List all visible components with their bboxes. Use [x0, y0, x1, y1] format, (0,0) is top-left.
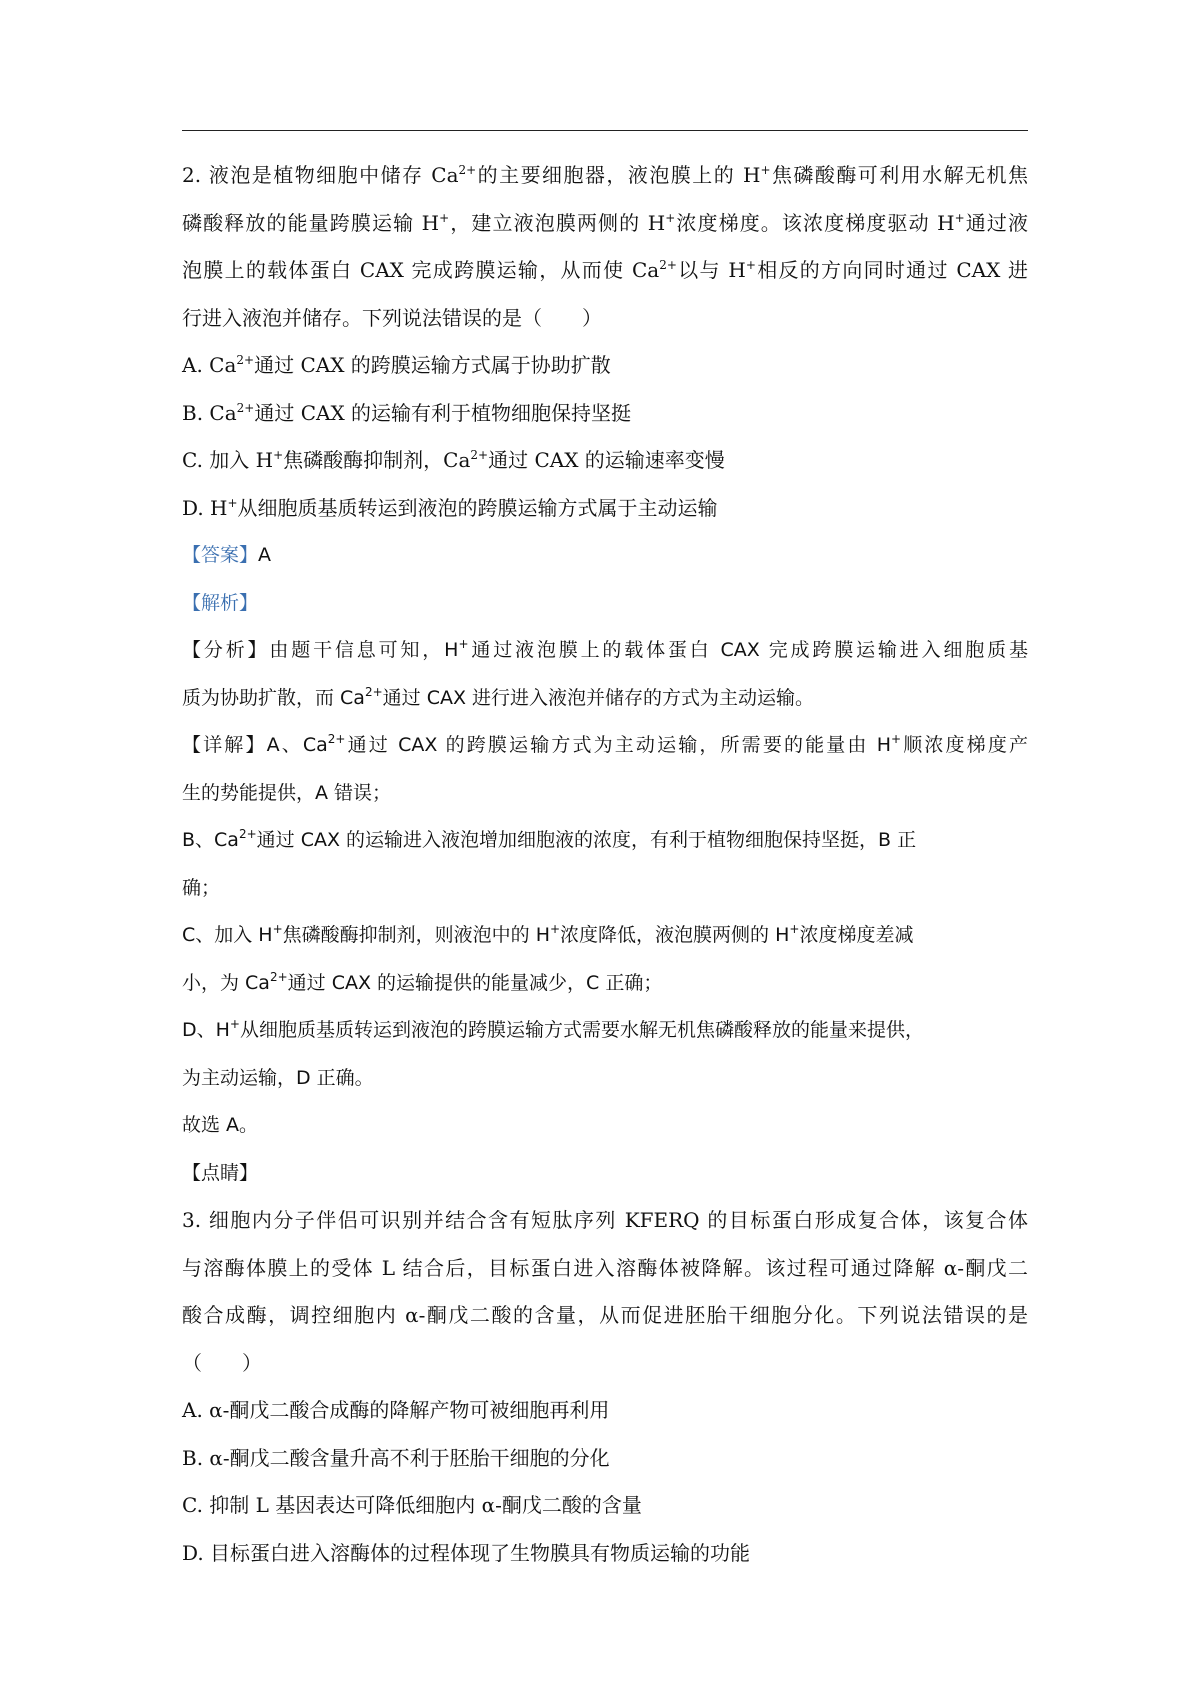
- superscript: +: [745, 258, 756, 272]
- text-run: 小，为 Ca: [182, 971, 270, 994]
- analysis-line: [182, 865, 1028, 913]
- analysis-line: [182, 722, 1028, 770]
- superscript: 2+: [470, 448, 489, 462]
- option-line: [182, 1530, 1028, 1578]
- text-run: 酸合成酶，调控细胞内 α-酮戊二酸的含量，从而促进胚胎干细胞分化。下列说法错误的是: [182, 1303, 1028, 1327]
- superscript: +: [665, 210, 676, 225]
- text-run: 通过 CAX 的运输速率变慢: [488, 448, 725, 472]
- text-run: 通过 CAX 进行进入液泡并储存的方式为主动运输。: [382, 686, 815, 709]
- text-run: 焦磷酸酶抑制剂，Ca: [283, 448, 471, 472]
- text-run: 泡膜上的载体蛋白 CAX 完成跨膜运输，从而使 Ca: [182, 258, 660, 282]
- superscript: +: [789, 922, 800, 936]
- stem-line: [182, 247, 1028, 295]
- option-line: [182, 485, 1028, 533]
- text-run: 顺浓度梯度产: [901, 734, 1028, 756]
- analysis-tag: 【解析】: [182, 591, 259, 614]
- superscript: 2+: [327, 732, 346, 746]
- superscript: 2+: [269, 969, 288, 984]
- text-run: 【点睛】: [182, 1161, 259, 1184]
- text-run: 3. 细胞内分子伴侣可识别并结合含有短肽序列 KFERQ 的目标蛋白形成复合体，该复合体: [182, 1208, 1028, 1232]
- text-run: 浓度梯度差减: [799, 924, 914, 946]
- option-line: [182, 342, 1028, 390]
- superscript: +: [229, 1017, 240, 1031]
- text-run: 通过 CAX 的跨膜运输方式属于协助扩散: [254, 353, 611, 377]
- text-run: C、加入 H: [182, 924, 273, 946]
- analysis-line: [182, 627, 1028, 675]
- text-run: 2. 液泡是植物细胞中储存 Ca: [182, 163, 459, 187]
- text-run: 通过 CAX 的运输有利于植物细胞保持坚挺: [254, 400, 632, 425]
- text-run: B. Ca: [182, 400, 237, 425]
- text-run: 相反的方向同时通过 CAX 进: [755, 258, 1028, 282]
- question-3-stem: [182, 1197, 1028, 1387]
- question-2-stem: [182, 152, 1028, 342]
- stem-line: [182, 1340, 1028, 1388]
- stem-line: [182, 1197, 1028, 1245]
- superscript: +: [227, 495, 238, 510]
- text-run: C. 加入 H: [182, 448, 274, 472]
- superscript: +: [439, 210, 450, 225]
- text-run: A. Ca: [182, 353, 237, 377]
- text-run: （ ）: [182, 1350, 262, 1375]
- option-line: [182, 1482, 1028, 1530]
- answer-row: [182, 532, 1028, 580]
- text-run: 故选 A。: [182, 1114, 259, 1136]
- text-run: 确；: [182, 876, 221, 899]
- text-run: 通过 CAX 的跨膜运输方式为主动运输，所需要的能量由 H: [345, 734, 892, 756]
- stem-line: [182, 152, 1028, 200]
- analysis-line: [182, 675, 1028, 723]
- superscript: +: [458, 637, 469, 651]
- text-run: 浓度降低，液泡膜两侧的 H: [560, 924, 790, 946]
- text-run: 通过液泡膜上的载体蛋白 CAX 完成跨膜运输进入细胞质基: [468, 639, 1028, 661]
- text-run: 焦磷酸酶可利用水解无机焦: [770, 163, 1028, 187]
- superscript: 2+: [236, 353, 255, 367]
- text-run: 【详解】A、Ca: [182, 734, 328, 756]
- question-2-options: [182, 342, 1028, 532]
- analysis-line: [182, 1102, 1028, 1150]
- text-run: 与溶酶体膜上的受体 L 结合后，目标蛋白进入溶酶体被降解。该过程可通过降解 α-酮戊二: [182, 1255, 1028, 1280]
- superscript: 2+: [236, 400, 255, 415]
- superscript: 2+: [458, 163, 477, 177]
- analysis-line: [182, 960, 1028, 1008]
- question-2: [182, 152, 1028, 1197]
- answer-value: A: [258, 544, 272, 566]
- text-run: 磷酸释放的能量跨膜运输 H: [182, 210, 440, 235]
- superscript: +: [760, 163, 771, 177]
- document-page: [182, 152, 1028, 1577]
- analysis-line: [182, 770, 1028, 818]
- text-run: 为主动运输，D 正确。: [182, 1066, 374, 1089]
- superscript: +: [954, 210, 965, 225]
- question-3-options: [182, 1387, 1028, 1577]
- text-run: 从细胞质基质转运到液泡的跨膜运输方式属于主动运输: [237, 495, 718, 520]
- text-run: 浓度梯度。该浓度梯度驱动 H: [675, 210, 955, 235]
- header-rule: [182, 130, 1028, 131]
- text-run: 通过 CAX 的运输提供的能量减少，C 正确；: [287, 971, 663, 994]
- analysis-line: [182, 817, 1028, 865]
- text-run: D、H: [182, 1019, 230, 1041]
- text-run: 以与 H: [676, 258, 746, 282]
- stem-line: [182, 295, 1028, 343]
- option-line: [182, 1435, 1028, 1483]
- text-run: 的主要细胞器，液泡膜上的 H: [476, 163, 761, 187]
- text-run: ，建立液泡膜两侧的 H: [449, 210, 666, 235]
- superscript: +: [272, 922, 283, 936]
- text-run: D. H: [182, 495, 228, 520]
- stem-line: [182, 200, 1028, 248]
- text-run: 从细胞质基质转运到液泡的跨膜运输方式需要水解无机焦磷酸释放的能量来提供，: [239, 1019, 924, 1041]
- superscript: 2+: [659, 258, 677, 272]
- text-run: 生的势能提供，A 错误；: [182, 781, 392, 804]
- text-run: 行进入液泡并储存。下列说法错误的是（ ）: [182, 305, 602, 330]
- text-run: 质为协助扩散，而 Ca: [182, 686, 365, 709]
- option-line: [182, 437, 1028, 485]
- text-run: A. α-酮戊二酸合成酶的降解产物可被细胞再利用: [182, 1398, 610, 1422]
- superscript: +: [273, 448, 284, 462]
- answer-tag: 【答案】: [182, 544, 259, 566]
- superscript: 2+: [364, 684, 383, 699]
- superscript: +: [891, 732, 902, 746]
- text-run: B、Ca: [182, 829, 239, 851]
- analysis-line: [182, 912, 1028, 960]
- text-run: 通过 CAX 的运输进入液泡增加细胞液的浓度，有利于植物细胞保持坚挺，B 正: [256, 829, 917, 851]
- superscript: 2+: [238, 827, 257, 841]
- text-run: 【分析】由题干信息可知，H: [182, 639, 459, 661]
- option-line: [182, 390, 1028, 438]
- superscript: +: [549, 922, 561, 936]
- question-3: [182, 1197, 1028, 1577]
- text-run: D. 目标蛋白进入溶酶体的过程体现了生物膜具有物质运输的功能: [182, 1540, 751, 1565]
- analysis-line: [182, 1007, 1028, 1055]
- text-run: C. 抑制 L 基因表达可降低细胞内 α-酮戊二酸的含量: [182, 1493, 642, 1517]
- text-run: 通过液: [964, 210, 1028, 235]
- analysis-line: [182, 1055, 1028, 1103]
- stem-line: [182, 1292, 1028, 1340]
- stem-line: [182, 1245, 1028, 1293]
- question-2-analysis: [182, 627, 1028, 1197]
- text-run: B. α-酮戊二酸含量升高不利于胚胎干细胞的分化: [182, 1445, 610, 1470]
- analysis-line: [182, 1150, 1028, 1198]
- text-run: 焦磷酸酶抑制剂，则液泡中的 H: [282, 924, 550, 946]
- option-line: [182, 1387, 1028, 1435]
